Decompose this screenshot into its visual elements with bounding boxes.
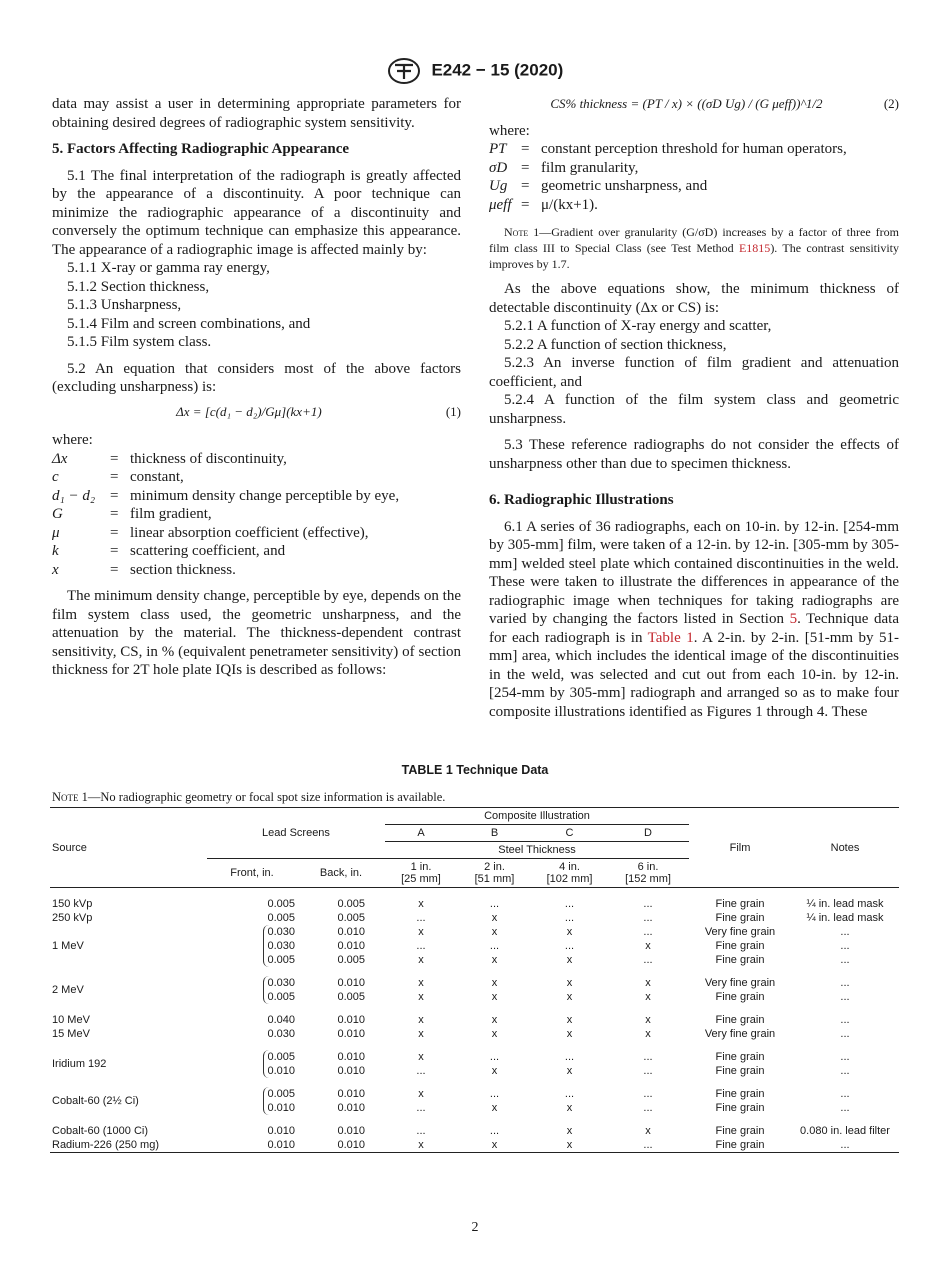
thickness-in: 2 in. [484, 861, 505, 873]
cell-c: x [566, 1139, 573, 1151]
cell-c: x [566, 1102, 573, 1114]
cell-a: x [418, 1014, 424, 1026]
cell-a: x [418, 991, 424, 1003]
cell-back: 0.005 [337, 912, 365, 924]
para-5-3: 5.3 These reference radiographs do not consider the effects of unsharpness other than due to specimen thickness. [489, 437, 899, 472]
right-column [489, 95, 899, 721]
left-column [52, 95, 461, 680]
symbol: d₁ − d₂ [52, 487, 96, 504]
table-row [50, 1124, 899, 1138]
definition-row: d₁ − d₂ = minimum density change perceptible by eye, [52, 487, 400, 504]
page-number: 2 [471, 1220, 479, 1235]
cell-front: 0.040 [267, 1014, 295, 1026]
front-value: 0.030 [267, 940, 295, 952]
header-col-b: B [457, 825, 532, 842]
equation-1-text: Δx = [c(d₁ − d₂)/Gμ](kx+1) [176, 403, 322, 419]
cell-b: x [491, 1014, 498, 1026]
table-note [52, 790, 445, 805]
para-5-2: 5.2 An equation that considers most of the above factors (excluding unsharpness) is: [52, 360, 461, 395]
cell-notes: ¼ in. lead mask [806, 912, 884, 924]
symbol: c [52, 469, 59, 485]
cell-c: x [566, 1028, 573, 1040]
link-section-5[interactable]: 5 [789, 611, 798, 627]
cell-back: 0.010 [337, 1088, 365, 1100]
cell-front: 0.010 [267, 1139, 295, 1151]
header-back: Back, in. [297, 859, 385, 888]
cell-a: ... [416, 1125, 426, 1137]
symbol: Ug [489, 178, 508, 194]
cell-a: ... [416, 1065, 426, 1077]
definition: μ/(kx+1). [541, 196, 598, 213]
cell-film: Fine grain [715, 898, 765, 910]
brace [263, 1050, 295, 1078]
where-label: where: [52, 432, 93, 448]
document-header [0, 57, 950, 85]
definition: minimum density change perceptible by eye, [130, 487, 400, 504]
symbol: k [52, 543, 59, 559]
table-row [50, 976, 899, 990]
cell-c: ... [564, 1088, 575, 1100]
cell-back: 0.010 [337, 1028, 365, 1040]
cell-source: Cobalt-60 (2½ Ci) [52, 1095, 139, 1107]
cell-d: x [645, 1028, 651, 1040]
cell-b: x [491, 977, 498, 989]
table-caption: TABLE 1 Technique Data [401, 763, 549, 777]
cell-b: x [491, 1028, 498, 1040]
definition-row: c = constant, [52, 469, 184, 485]
symbol: μeff [489, 196, 512, 213]
brace [263, 1087, 295, 1115]
cell-notes: ... [840, 1102, 850, 1114]
cell-a: x [418, 977, 424, 989]
cell-c: x [566, 991, 573, 1003]
cell-film: Very fine grain [704, 977, 776, 989]
thickness-mm: [152 mm] [625, 873, 671, 885]
cell-b: x [491, 954, 498, 966]
header-col-c: C [532, 825, 607, 842]
cell-d: ... [643, 954, 653, 966]
table-row [50, 925, 899, 939]
definition: film granularity, [541, 159, 639, 176]
cell-c: x [566, 954, 573, 966]
front-value: 0.010 [267, 1102, 295, 1114]
para-min-density: The minimum density change, perceptible by eye, depends on the film system class used, the geometric unsharpness, and the attenuation by the material. The thickness-dependent contrast sensitivity, CS, in % (equivalent penetrameter sensitivity) of section thickness for 2T hole plate IQIs is described as follows: [52, 588, 461, 678]
cell-back: 0.010 [337, 977, 365, 989]
cell-d: ... [643, 1102, 653, 1114]
brace [263, 976, 295, 1004]
definition: section thickness. [130, 561, 236, 578]
cell-film: Very fine grain [704, 1028, 776, 1040]
cell-front: 0.005 [267, 912, 295, 924]
header-col-d: D [607, 825, 689, 842]
cell-film: Fine grain [715, 1139, 765, 1151]
list-item: 5.2.1 A function of X-ray energy and scatter, [504, 318, 772, 334]
cell-film: Fine grain [715, 940, 765, 952]
header-notes: Notes [830, 841, 860, 854]
cell-source: Radium-226 (250 mg) [52, 1139, 159, 1151]
cell-c: x [566, 926, 573, 938]
cell-film: Very fine grain [704, 926, 776, 938]
symbol: G [52, 506, 63, 522]
cell-notes: ... [840, 1139, 850, 1151]
definition-row: PT = constant perception threshold for human operators, [489, 141, 847, 157]
definition-row: σD = film granularity, [489, 159, 639, 176]
front-value: 0.030 [267, 926, 295, 938]
symbol: σD [489, 159, 508, 176]
header-thickness [532, 859, 607, 888]
thickness-in: 6 in. [637, 861, 659, 873]
cell-a: x [418, 1028, 424, 1040]
list-item: 5.2.2 A function of section thickness, [504, 336, 727, 353]
cell-front: 0.005 [267, 898, 295, 910]
cell-a: x [418, 1051, 424, 1063]
para-as-above: As the above equations show, the minimum thickness of detectable discontinuity (Δx or CS) is: [489, 281, 899, 316]
section-5-title: 5. Factors Affecting Radiographic Appearance [52, 141, 350, 157]
cell-b: ... [489, 898, 500, 910]
note-text: —Gradient over granularity (G/σD) increases by a factor of three from film class III to Special Class (see Test Method [489, 225, 899, 255]
table-row [50, 1013, 899, 1027]
note-label: Note 1 [52, 790, 88, 804]
table-row [50, 1138, 899, 1153]
cell-source: Iridium 192 [52, 1058, 107, 1070]
cell-b: x [491, 1102, 498, 1114]
definition-row: x = section thickness. [52, 561, 236, 578]
definitions-list [489, 140, 899, 214]
cell-notes: ... [840, 1014, 850, 1026]
table-row [50, 1027, 899, 1041]
link-table-1[interactable]: Table 1 [647, 629, 694, 646]
cell-back: 0.010 [337, 940, 365, 952]
front-value: 0.005 [267, 1088, 295, 1100]
cell-back: 0.005 [337, 898, 365, 910]
cell-source: 250 kVp [52, 912, 93, 924]
header-steel-thickness: Steel Thickness [385, 842, 689, 859]
para-5-1: 5.1 The final interpretation of the radiograph is greatly affected by the appearance of a discontinuity. A poor technique can minimize the radiographic appearance of a discontinuity and conversely the optimum technique can emphasize this appearance. The appearance of a radiographic image is affected mainly by: [52, 167, 461, 258]
cell-b: x [491, 926, 498, 938]
cell-a: x [418, 1139, 424, 1151]
cell-film: Fine grain [715, 1065, 765, 1077]
cell-front: 0.010 [267, 1125, 295, 1137]
note-tail: ). The contrast sensitivity improves by 1.7. [489, 241, 899, 271]
front-value: 0.010 [267, 1065, 295, 1077]
cell-source: 150 kVp [52, 898, 93, 910]
cell-notes: ... [840, 954, 850, 966]
header-thickness [385, 859, 457, 888]
header-lead-screens: Lead Screens [262, 827, 330, 839]
definition: constant, [130, 469, 184, 485]
definition-row: G = film gradient, [52, 506, 212, 522]
para-6-1-a: 6.1 A series of 36 radiographs, each on 10-in. by 12-in. [254-mm by 305-mm] film, were taken of a 12-in. by 12-in. [305-mm by 305-mm] welded steel plate which contained discontinuities in the weld. These were taken to illustrate the differences in appearance of the radiographic image when techniques for taking radiographs are varied by changing the factors listed in Section [489, 518, 899, 627]
cell-d: ... [643, 926, 653, 938]
note-text: —No radiographic geometry or focal spot size information is available. [87, 790, 446, 804]
cell-back: 0.010 [337, 926, 365, 938]
cell-back: 0.010 [337, 1125, 365, 1137]
cell-d: x [645, 991, 651, 1003]
cell-notes: ... [840, 1028, 850, 1040]
definition-row: μ = linear absorption coefficient (effective), [52, 524, 369, 541]
cell-front: 0.030 [267, 1028, 295, 1040]
cell-source: 2 MeV [52, 984, 84, 996]
equation-1 [52, 403, 461, 422]
definition-row: k = scattering coefficient, and [52, 543, 286, 559]
cell-film: Fine grain [715, 954, 765, 966]
equation-2 [489, 95, 899, 114]
cell-a: x [418, 926, 424, 938]
astm-logo-icon [387, 57, 421, 85]
cell-film: Fine grain [715, 1088, 765, 1100]
cell-a: x [418, 1088, 424, 1100]
technique-data-table [50, 807, 899, 1153]
list-item: 5.1.2 Section thickness, [67, 278, 210, 295]
cell-b: ... [489, 1088, 500, 1100]
note-label: Note 1 [504, 225, 540, 239]
cell-d: x [645, 1125, 651, 1137]
cell-d: ... [643, 898, 653, 910]
symbol: x [52, 561, 59, 578]
intro-text: data may assist a user in determining appropriate parameters for obtaining desired degrees of radiographic system sensitivity. [52, 96, 461, 131]
header-front: Front, in. [207, 859, 297, 888]
definition: thickness of discontinuity, [130, 450, 287, 467]
definition-row: μeff = μ/(kx+1). [489, 196, 598, 213]
list-item: 5.1.1 X-ray or gamma ray energy, [67, 260, 270, 276]
cell-d: ... [643, 1088, 653, 1100]
cell-notes: ¼ in. lead mask [806, 898, 884, 910]
cell-front-braced [207, 1087, 297, 1115]
brace [263, 925, 295, 967]
cell-film: Fine grain [715, 991, 765, 1003]
cell-source: 1 MeV [52, 940, 84, 952]
cell-source: 10 MeV [52, 1014, 90, 1026]
thickness-in: 4 in. [559, 861, 580, 873]
header-source: Source [52, 841, 87, 854]
list-item: 5.2.4 A function of the film system class and geometric unsharpness. [489, 392, 899, 427]
link-e1815[interactable]: E1815 [738, 241, 771, 255]
definition: scattering coefficient, and [130, 543, 286, 559]
cell-a: ... [416, 940, 426, 952]
cell-film: Fine grain [715, 1102, 765, 1114]
header-thickness [607, 859, 689, 888]
table-row [50, 1087, 899, 1101]
header-film: Film [729, 841, 751, 854]
thickness-in: 1 in. [410, 861, 432, 873]
cell-film: Fine grain [715, 1125, 765, 1137]
cell-back: 0.010 [337, 1051, 365, 1063]
list-item: 5.1.3 Unsharpness, [67, 297, 182, 313]
header-composite: Composite Illustration [385, 808, 689, 825]
cell-b: x [491, 1065, 498, 1077]
definitions-list [52, 450, 461, 580]
cell-d: ... [643, 912, 653, 924]
equation-2-number: (2) [883, 96, 899, 111]
front-value: 0.030 [267, 977, 295, 989]
list-item: 5.2.3 An inverse function of film gradient and attenuation coefficient, and [489, 355, 899, 390]
cell-film: Fine grain [715, 912, 765, 924]
cell-back: 0.010 [337, 1065, 365, 1077]
header-thickness [457, 859, 532, 888]
definition: film gradient, [130, 506, 212, 522]
definition: geometric unsharpness, and [541, 178, 708, 194]
cell-notes: 0.080 in. lead filter [800, 1125, 890, 1137]
cell-source: 15 MeV [52, 1028, 90, 1040]
thickness-mm: [51 mm] [474, 873, 515, 885]
cell-a: x [418, 954, 424, 966]
cell-b: ... [489, 940, 500, 952]
cell-back: 0.010 [337, 1014, 365, 1026]
cell-a: ... [416, 912, 426, 924]
front-value: 0.005 [267, 1051, 295, 1063]
standard-designation: E242 − 15 (2020) [431, 60, 564, 80]
list-item: 5.1.4 Film and screen combinations, and [67, 315, 311, 332]
header-col-a: A [385, 825, 457, 842]
cell-d: ... [643, 1051, 653, 1063]
cell-d: ... [643, 1139, 653, 1151]
para-6-1-c: . A 2-in. by 2-in. [51-mm by 51-mm] area, which includes the identical image of the discontinuities in the weld, was selected and cut out from each 10-in. by 12-in. [254-mm by 305-mm] radiograph and arranged so as to make four composite illustrations identified as Figures 1 through 4. These [489, 629, 899, 720]
cell-c: x [566, 1065, 573, 1077]
cell-c: ... [564, 940, 575, 952]
cell-film: Fine grain [715, 1051, 765, 1063]
cell-back: 0.010 [337, 1102, 365, 1114]
cell-notes: ... [840, 1051, 850, 1063]
table-row [50, 897, 899, 911]
cell-notes: ... [840, 926, 850, 938]
cell-b: x [491, 1139, 498, 1151]
cell-a: ... [416, 1102, 426, 1114]
definition: linear absorption coefficient (effective), [130, 524, 369, 541]
thickness-mm: [102 mm] [546, 873, 593, 885]
cell-back: 0.005 [337, 991, 365, 1003]
symbol: PT [489, 141, 507, 157]
para-6-1 [489, 518, 899, 722]
cell-d: x [645, 977, 651, 989]
symbol: Δx [52, 450, 68, 467]
cell-back: 0.010 [337, 1139, 365, 1151]
cell-notes: ... [840, 940, 850, 952]
cell-back: 0.005 [337, 954, 365, 966]
cell-notes: ... [840, 1065, 850, 1077]
cell-c: ... [564, 912, 575, 924]
cell-b: x [491, 991, 498, 1003]
cell-d: ... [643, 1065, 653, 1077]
where-label: where: [489, 122, 530, 139]
cell-d: x [645, 1014, 651, 1026]
cell-notes: ... [840, 1088, 850, 1100]
note-1 [489, 224, 899, 272]
equation-1-number: (1) [445, 403, 461, 419]
cell-c: ... [564, 1051, 575, 1063]
cell-front-braced [207, 1050, 297, 1078]
cell-b: ... [489, 1125, 500, 1137]
cell-c: x [566, 977, 573, 989]
table-row [50, 1050, 899, 1064]
cell-source: Cobalt-60 (1000 Ci) [52, 1125, 148, 1137]
cell-a: x [418, 898, 424, 910]
table-row [50, 911, 899, 925]
list-item: 5.1.5 Film system class. [67, 334, 212, 350]
definition: constant perception threshold for human operators, [541, 141, 847, 157]
definition-row: Δx = thickness of discontinuity, [52, 450, 287, 467]
cell-c: x [566, 1125, 573, 1137]
definition-row: Ug = geometric unsharpness, and [489, 178, 708, 194]
cell-c: x [566, 1014, 573, 1026]
cell-d: x [645, 940, 651, 952]
cell-c: ... [564, 898, 575, 910]
cell-notes: ... [840, 977, 850, 989]
front-value: 0.005 [267, 954, 295, 966]
cell-notes: ... [840, 991, 850, 1003]
symbol: μ [52, 524, 60, 541]
cell-front-braced [207, 925, 297, 967]
section-6-title: 6. Radiographic Illustrations [489, 492, 674, 508]
cell-b: ... [489, 1051, 500, 1063]
equation-2-text: CS% thickness = (PT / x) × ((σD Ug) / (G μeff))^1/2 [550, 96, 823, 111]
para-6-1-b: . Technique data for each radiograph is in [489, 611, 899, 646]
cell-b: x [491, 912, 498, 924]
thickness-mm: [25 mm] [401, 873, 441, 885]
cell-front-braced [207, 976, 297, 1004]
front-value: 0.005 [267, 991, 295, 1003]
cell-film: Fine grain [715, 1014, 765, 1026]
